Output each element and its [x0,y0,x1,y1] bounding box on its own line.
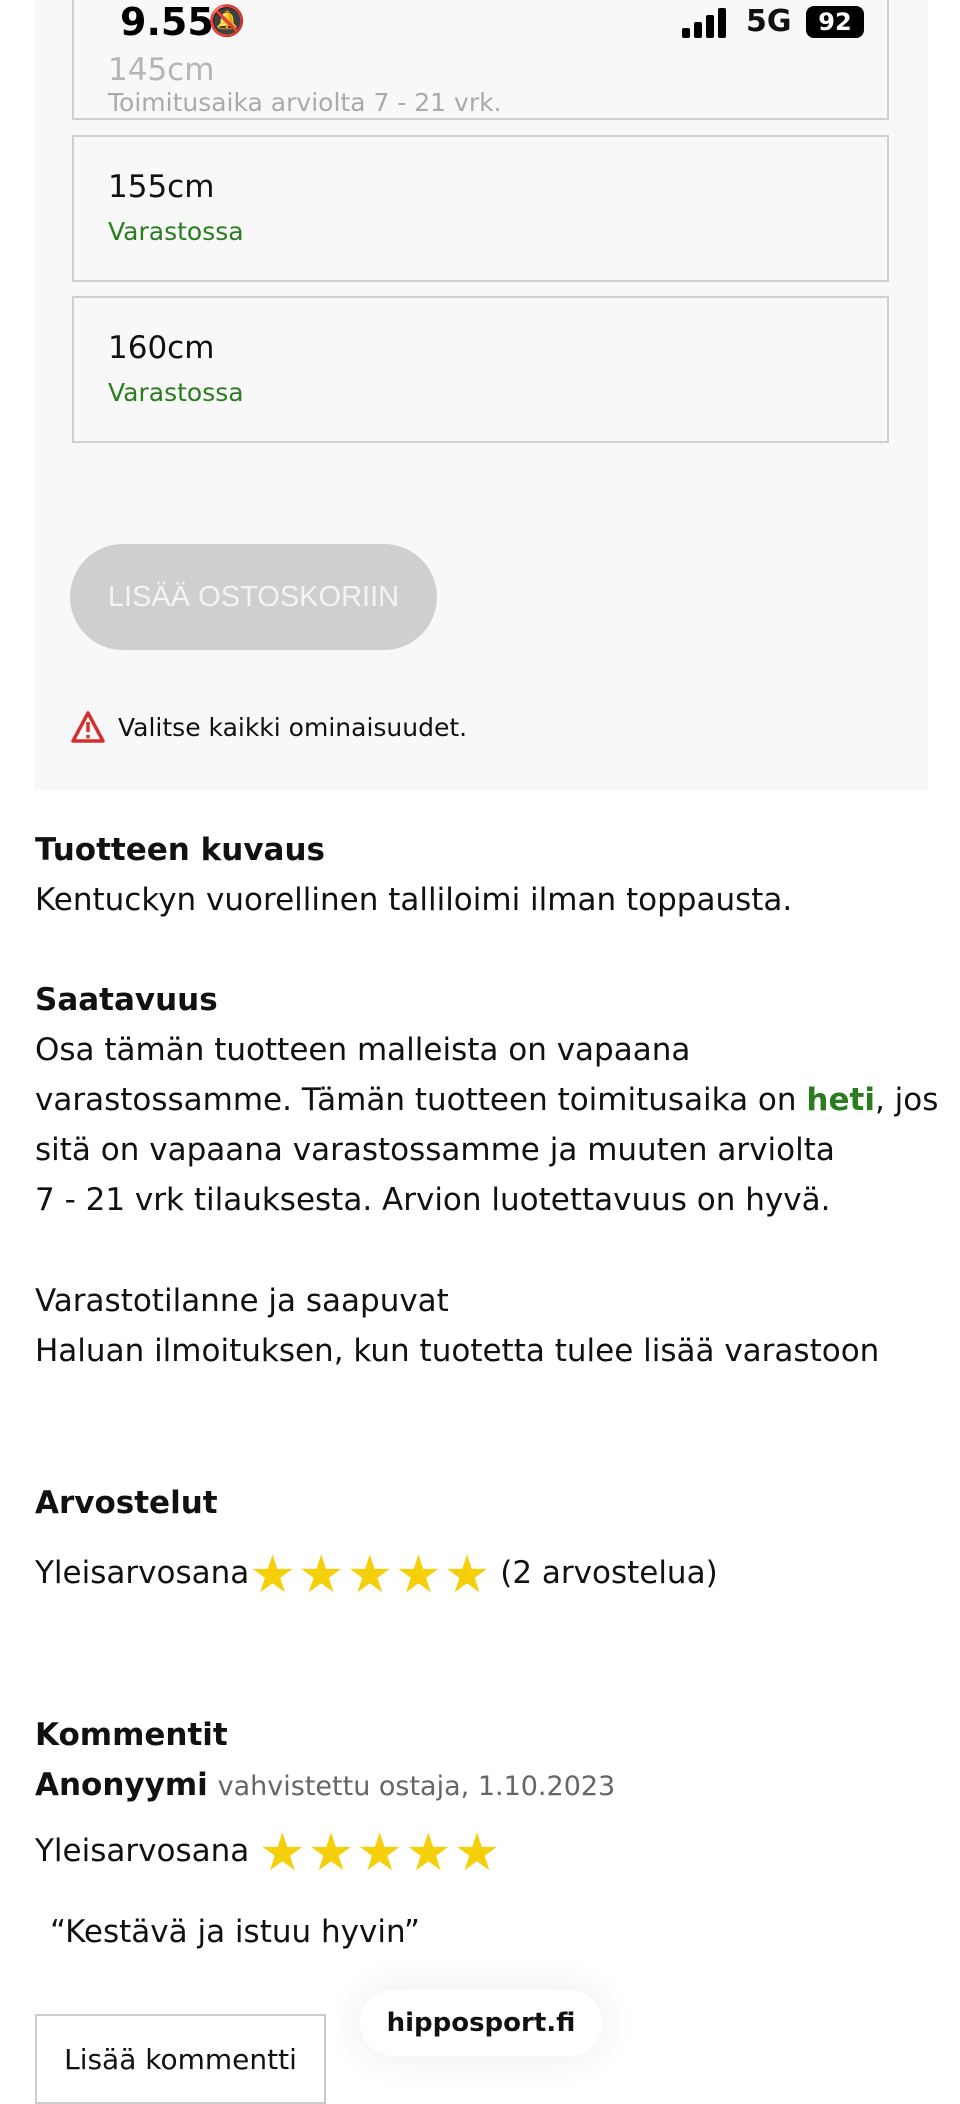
stock-status: Varastossa [108,378,244,407]
star-icon: ★ [259,1822,306,1883]
text: , jos [874,1082,939,1118]
battery-icon: 92 [806,6,864,38]
text: varastossamme. Tämän tuotteen toimitusaika on [35,1082,807,1118]
comment-header [35,1760,615,1812]
comment-author: Anonyymi [35,1767,208,1803]
size-label: 155cm [108,169,215,205]
rating-stars [259,1822,501,1883]
status-time: 9.55 [120,0,214,44]
review-count[interactable]: (2 arvostelua) [500,1555,718,1591]
stock-status-link[interactable]: Varastotilanne ja saapuvat [35,1283,449,1319]
size-label: 145cm [108,52,215,88]
description-text: Kentuckyn vuorellinen talliloimi ilman toppausta. [35,882,793,918]
site-url-pill[interactable]: hipposport.fi [360,1990,602,2056]
add-to-cart-button[interactable]: LISÄÄ OSTOSKORIIN [70,544,437,650]
rating-stars [249,1544,491,1605]
star-icon: ★ [453,1822,501,1883]
availability-line: 7 - 21 vrk tilauksesta. Arvion luotettavuus on hyvä. [35,1182,831,1218]
stock-status: Toimitusaika arviolta 7 - 21 vrk. [108,88,502,117]
description-title: Tuotteen kuvaus [35,832,325,868]
comment-meta: vahvistettu ostaja, 1.10.2023 [217,1771,616,1802]
star-icon: ★ [307,1822,355,1883]
delivery-now: heti [806,1082,875,1118]
comments-title: Kommentit [35,1717,228,1753]
star-icon: ★ [395,1544,442,1605]
notify-link[interactable]: Haluan ilmoituksen, kun tuotetta tulee lisää varastoon [35,1333,880,1369]
warning-icon [70,710,106,744]
reviews-title: Arvostelut [35,1485,218,1521]
size-label: 160cm [108,330,215,366]
bell-muted-icon: 🔕 [208,4,246,39]
star-icon: ★ [249,1544,296,1605]
status-bar [0,0,960,46]
stock-status: Varastossa [108,217,244,246]
star-icon: ★ [346,1544,394,1605]
star-icon: ★ [356,1822,403,1883]
rating-label: Yleisarvosana [35,1833,250,1869]
network-type: 5G [746,4,792,39]
rating-label: Yleisarvosana [35,1555,250,1591]
size-option-155[interactable] [72,135,889,282]
comment-text: “Kestävä ja istuu hyvin” [50,1914,420,1950]
comment-rating [35,1818,500,1884]
availability-line: Osa tämän tuotteen malleista on vapaana [35,1032,691,1068]
size-option-160[interactable] [72,296,889,443]
warning-text: Valitse kaikki ominaisuudet. [118,712,468,742]
add-comment-button[interactable]: Lisää kommentti [35,2014,326,2104]
availability-line: sitä on vapaana varastossamme ja muuten arviolta [35,1132,835,1168]
star-icon: ★ [443,1544,491,1605]
availability-title: Saatavuus [35,982,218,1018]
star-icon: ★ [297,1544,345,1605]
overall-rating [35,1540,718,1606]
star-icon: ★ [404,1822,452,1883]
availability-line [35,1075,938,1125]
signal-icon [682,8,730,38]
validation-warning [70,710,467,744]
